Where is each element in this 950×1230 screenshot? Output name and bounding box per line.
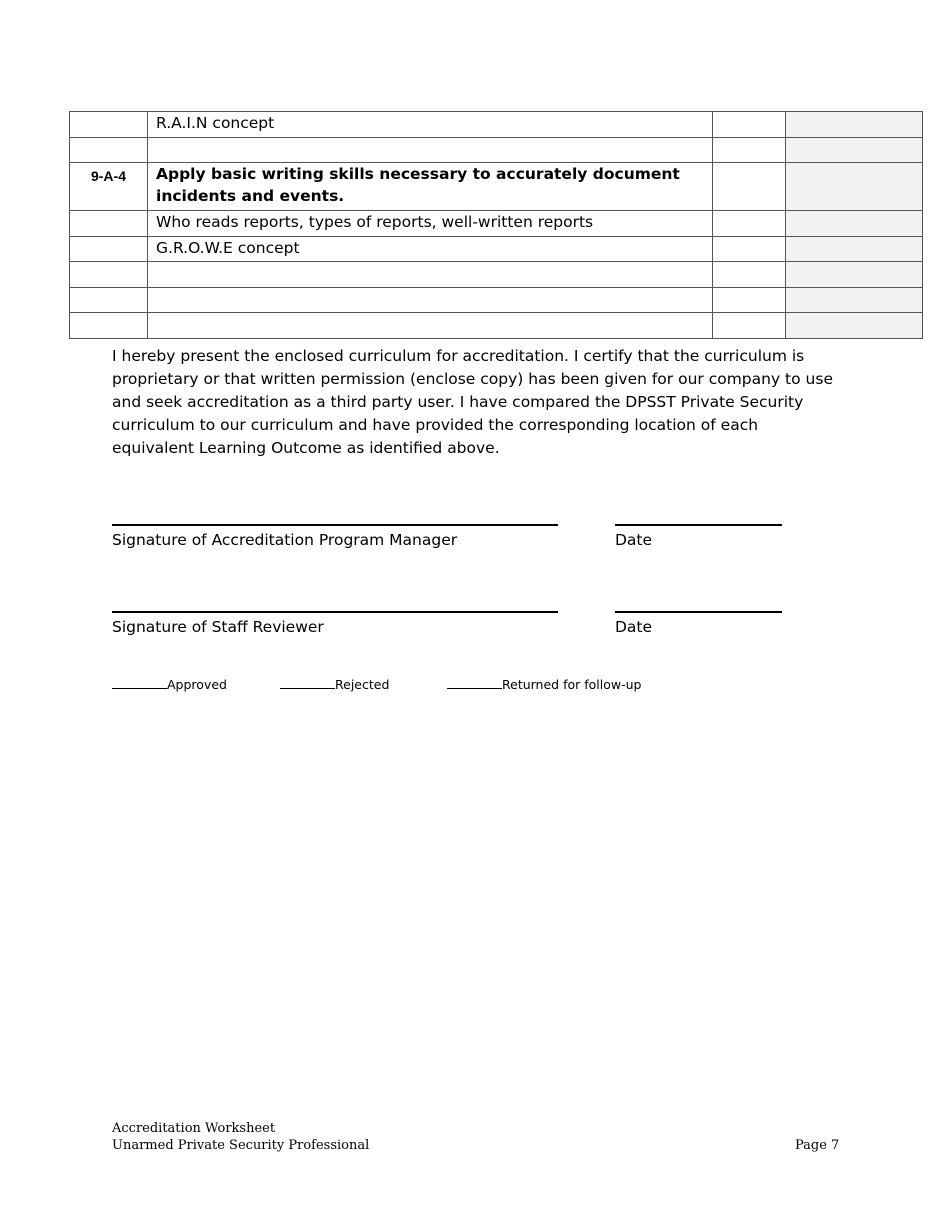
outcome-text: Who reads reports, types of reports, well-written reports (148, 211, 713, 237)
dpsst-use-cell (786, 236, 923, 262)
location-cell (713, 287, 786, 313)
reviewer-date-label: Date (615, 618, 653, 636)
table-row (70, 211, 923, 237)
footer-title: Accreditation Worksheet (112, 1121, 276, 1136)
approved-label: Approved (167, 677, 227, 692)
location-cell (713, 112, 786, 138)
status-returned[interactable] (447, 676, 641, 694)
dpsst-use-cell (786, 163, 923, 211)
outcome-text: R.A.I.N concept (148, 112, 713, 138)
reviewer-signature-label: Signature of Staff Reviewer (112, 618, 324, 636)
table-row (70, 287, 923, 313)
returned-label: Returned for follow-up (502, 677, 642, 692)
status-approved[interactable] (112, 676, 227, 694)
reviewer-signature-line[interactable] (112, 611, 558, 613)
outcome-text: Apply basic writing skills necessary to accurately document incidents and events. (148, 163, 713, 211)
outcome-code (70, 262, 148, 288)
dpsst-use-cell (786, 262, 923, 288)
manager-signature-line[interactable] (112, 524, 558, 526)
outcome-code (70, 236, 148, 262)
reviewer-date-line[interactable] (615, 611, 782, 613)
outcome-text (148, 137, 713, 163)
location-cell (713, 262, 786, 288)
dpsst-use-cell (786, 211, 923, 237)
manager-signature-label: Signature of Accreditation Program Manager (112, 531, 458, 549)
outcome-code (70, 287, 148, 313)
approved-blank[interactable] (112, 676, 167, 689)
status-rejected[interactable] (280, 676, 389, 694)
footer-subtitle: Unarmed Private Security Professional (112, 1138, 370, 1153)
dpsst-use-cell (786, 137, 923, 163)
outcome-text: G.R.O.W.E concept (148, 236, 713, 262)
location-cell (713, 211, 786, 237)
outcome-code (70, 112, 148, 138)
outcome-code (70, 137, 148, 163)
outcome-text (148, 313, 713, 339)
rejected-blank[interactable] (280, 676, 335, 689)
location-cell (713, 163, 786, 211)
page-number: Page 7 (795, 1138, 840, 1153)
table-row (70, 262, 923, 288)
manager-date-label: Date (615, 531, 653, 549)
table-row (70, 313, 923, 339)
dpsst-use-cell (786, 112, 923, 138)
table-row (70, 163, 923, 211)
table-row (70, 236, 923, 262)
certification-statement: I hereby present the enclosed curriculum for accreditation. I certify that the curriculum is proprietary or that written permission (enclose copy) has been given for our company to use and seek accreditation as a third party user. I have compared the DPSST Private Security curriculum to our curriculum and have provided the corresponding location of each equivalent Learning Outcome as identified above. (112, 347, 833, 457)
location-cell (713, 313, 786, 339)
outcome-code (70, 313, 148, 339)
dpsst-use-cell (786, 287, 923, 313)
dpsst-use-cell (786, 313, 923, 339)
location-cell (713, 137, 786, 163)
table-row (70, 137, 923, 163)
outcome-code (70, 211, 148, 237)
returned-blank[interactable] (447, 676, 502, 689)
outcome-text (148, 287, 713, 313)
outcome-code: 9-A-4 (70, 163, 148, 211)
table-row (70, 112, 923, 138)
location-cell (713, 236, 786, 262)
manager-date-line[interactable] (615, 524, 782, 526)
learning-outcomes-table (69, 111, 923, 339)
rejected-label: Rejected (335, 677, 390, 692)
outcome-text (148, 262, 713, 288)
